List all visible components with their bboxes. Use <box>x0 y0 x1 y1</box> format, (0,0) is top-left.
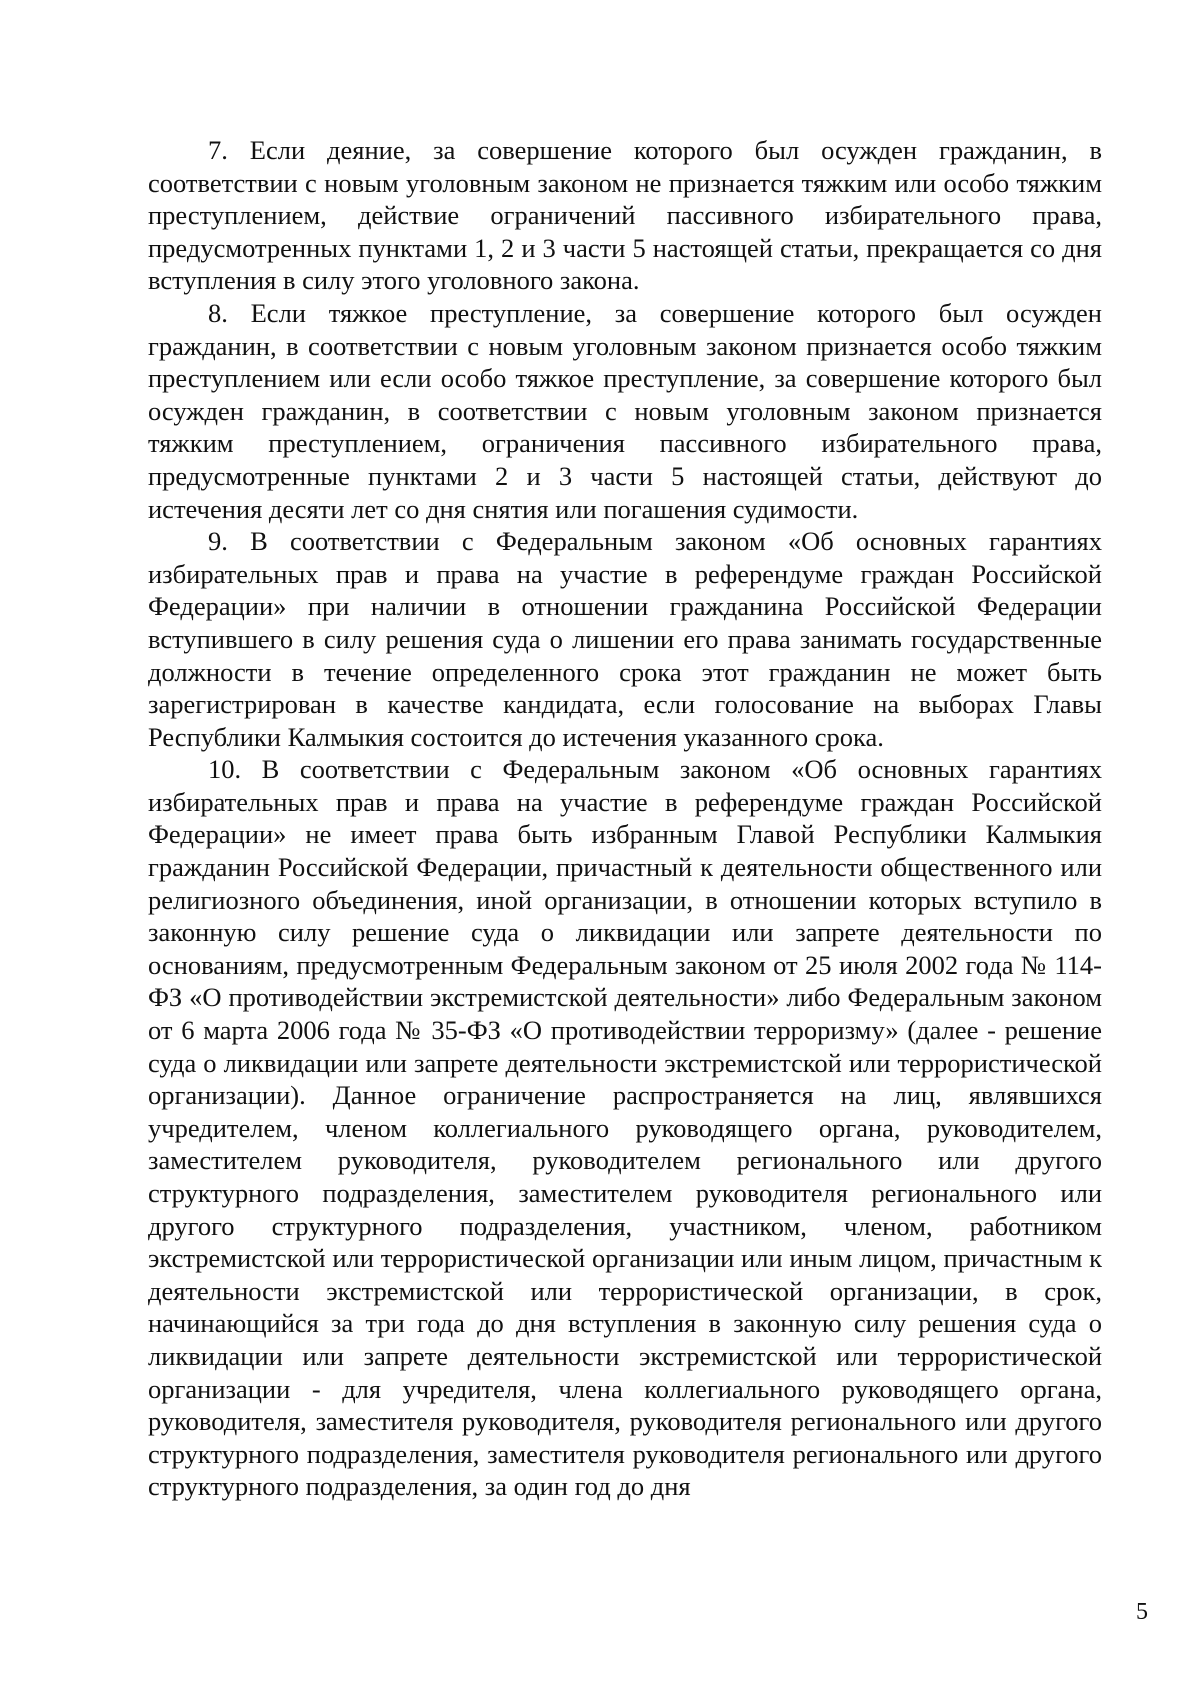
page-number: 5 <box>1136 1599 1148 1625</box>
paragraph-8: 8. Если тяжкое преступление, за совершение которого был осужден гражданин, в соответствии с новым уголовным законом признается особо тяжким преступлением или если особо тяжкое преступление, за совершение которого был осужден гражданин, в соответствии с новым уголовным законом признается тяжким преступлением, ограничения пассивного избирательного права, предусмотренные пунктами 2 и 3 части 5 настоящей статьи, действуют до истечения десяти лет со дня снятия или погашения судимости. <box>148 297 1102 524</box>
paragraph-7: 7. Если деяние, за совершение которого был осужден гражданин, в соответствии с новым уголовным законом не признается тяжким или особо тяжким преступлением, действие ограничений пассивного избирательного права, предусмотренных пунктами 1, 2 и 3 части 5 настоящей статьи, прекращается со дня вступления в силу этого уголовного закона. <box>148 135 1102 296</box>
paragraph-10: 10. В соответствии с Федеральным законом «Об основных гарантиях избирательных прав и права на участие в референдуме граждан Российской Федерации» не имеет права быть избранным Главой Республики Калмыкия гражданин Российской Федерации, причастный к деятельности общественного или религиозного объединения, иной организации, в отношении которых вступило в законную силу решение суда о ликвидации или запрете деятельности по основаниям, предусмотренным Федеральным законом от 25 июля 2002 года № 114-ФЗ «О противодействии экстремистской деятельности» либо Федеральным законом от 6 марта 2006 года № 35-ФЗ «О противодействии терроризму» (далее - решение суда о ликвидации или запрете деятельности экстремистской или террористической организации). Данное ограничение распространяется на лиц, являвшихся учредителем, членом коллегиального руководящего органа, руководителем, заместителем руководителя, руководителем регионального или другого структурного подразделения, заместителем руководителя регионального или другого структурного подразделения, участником, членом, работником экстремистской или террористической организации или иным лицом, причастным к деятельности экстремистской или террористической организации, в срок, начинающийся за три года до дня вступления в законную силу решения суда о ликвидации или запрете деятельности экстремистской или террористической организации - для учредителя, члена коллегиального руководящего органа, руководителя, заместителя руководителя, руководителя регионального или другого структурного подразделения, заместителя руководителя регионального или другого структурного подразделения, за один год до дня <box>148 754 1102 1502</box>
paragraph-9: 9. В соответствии с Федеральным законом «Об основных гарантиях избирательных прав и права на участие в референдуме граждан Российской Федерации» при наличии в отношении гражданина Российской Федерации вступившего в силу решения суда о лишении его права занимать государственные должности в течение определенного срока этот гражданин не может быть зарегистрирован в качестве кандидата, если голосование на выборах Главы Республики Калмыкия состоится до истечения указанного срока. <box>148 526 1102 752</box>
body-text <box>148 134 1102 1503</box>
